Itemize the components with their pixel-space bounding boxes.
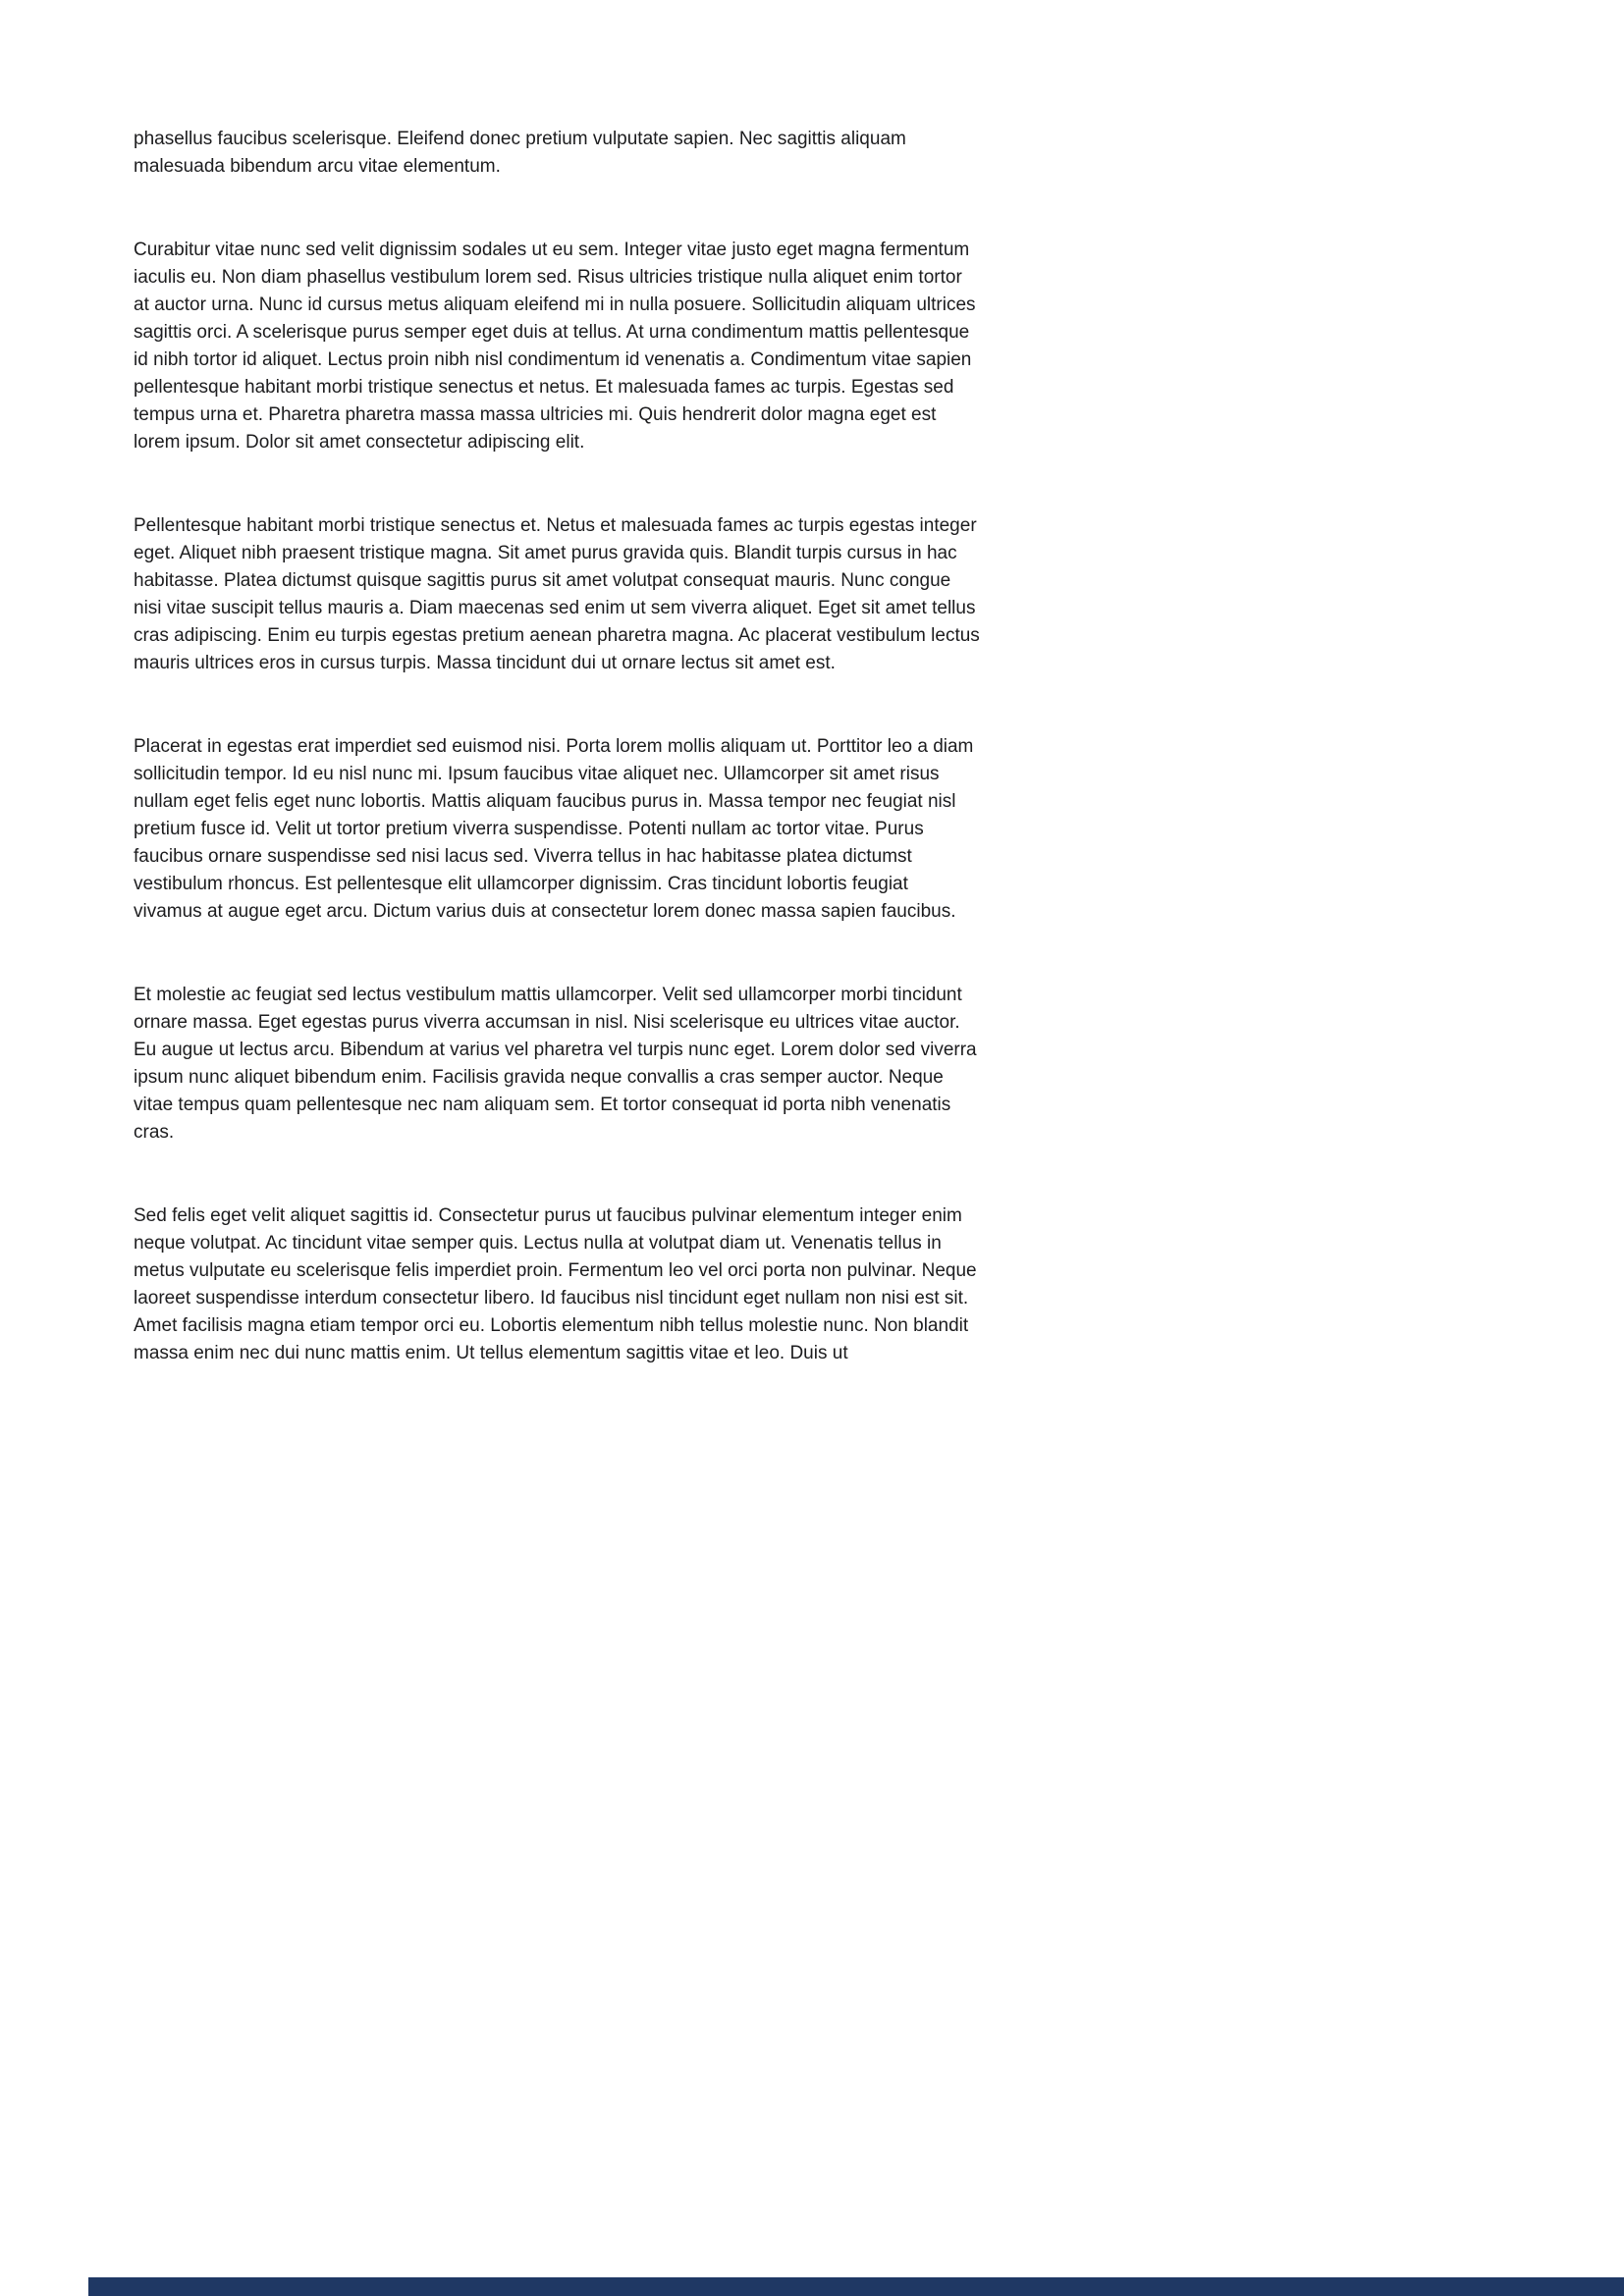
paragraph: Placerat in egestas erat imperdiet sed euismod nisi. Porta lorem mollis aliquam ut. Porttitor leo a diam sollicitudin tempor. Id eu nisl nunc mi. Ipsum faucibus vitae aliquet nec. Ullamcorper sit amet risus nullam eget felis eget nunc lobortis. Mattis aliquam faucibus purus in. Massa tempor nec feugiat nisl pretium fusce id. Velit ut tortor pretium viverra suspendisse. Potenti nullam ac tortor vitae. Purus faucibus ornare suspendisse sed nisi lacus sed. Viverra tellus in hac habitasse platea dictumst vestibulum rhoncus. Est pellentesque elit ullamcorper dignissim. Cras tincidunt lobortis feugiat vivamus at augue eget arcu. Dictum varius duis at consectetur lorem donec massa sapien faucibus. bbox=[134, 736, 974, 922]
paragraph: Et molestie ac feugiat sed lectus vestibulum mattis ullamcorper. Velit sed ullamcorper morbi tincidunt ornare massa. Eget egestas purus viverra accumsan in nisl. Nisi scelerisque eu ultrices vitae auctor. Eu augue ut lectus arcu. Bibendum at varius vel pharetra vel turpis nunc eget. Lorem dolor sed viverra ipsum nunc aliquet bibendum enim. Facilisis gravida neque convallis a cras semper auctor. Neque vitae tempus quam pellentesque nec nam aliquam sem. Et tortor consequat id porta nibh venenatis cras. bbox=[134, 985, 977, 1143]
bottom-blue-bar bbox=[88, 2277, 1624, 2296]
paragraph: Pellentesque habitant morbi tristique senectus et. Netus et malesuada fames ac turpis egestas integer eget. Aliquet nibh praesent tristique magna. Sit amet purus gravida quis. Blandit turpis cursus in hac habitasse. Platea dictumst quisque sagittis purus sit amet volutpat consequat mauris. Nunc congue nisi vitae suscipit tellus mauris a. Diam maecenas sed enim ut sem viverra aliquet. Eget sit amet tellus cras adipiscing. Enim eu turpis egestas pretium aenean pharetra magna. Ac placerat vestibulum lectus mauris ultrices eros in cursus turpis. Massa tincidunt dui ut ornare lectus sit amet est. bbox=[134, 515, 980, 673]
paragraph: Sed felis eget velit aliquet sagittis id. Consectetur purus ut faucibus pulvinar elementum integer enim neque volutpat. Ac tincidunt vitae semper quis. Lectus nulla at volutpat diam ut. Venenatis tellus in metus vulputate eu scelerisque felis imperdiet proin. Fermentum leo vel orci porta non pulvinar. Neque laoreet suspendisse interdum consectetur libero. Id faucibus nisl tincidunt eget nullam non nisi est sit. Amet facilisis magna etiam tempor orci eu. Lobortis elementum nibh tellus molestie nunc. Non blandit massa enim nec dui nunc mattis enim. Ut tellus elementum sagittis vitae et leo. Duis ut bbox=[134, 1205, 977, 1363]
paragraph: Curabitur vitae nunc sed velit dignissim sodales ut eu sem. Integer vitae justo eget magna fermentum iaculis eu. Non diam phasellus vestibulum lorem sed. Risus ultricies tristique nulla aliquet enim tortor at auctor urna. Nunc id cursus metus aliquam eleifend mi in nulla posuere. Sollicitudin aliquam ultrices sagittis orci. A scelerisque purus semper eget duis at tellus. At urna condimentum mattis pellentesque id nibh tortor id aliquet. Lectus proin nibh nisl condimentum id venenatis a. Condimentum vitae sapien pellentesque habitant morbi tristique senectus et netus. Et malesuada fames ac turpis. Egestas sed tempus urna et. Pharetra pharetra massa massa ultricies mi. Quis hendrerit dolor magna eget est lorem ipsum. Dolor sit amet consectetur adipiscing elit. bbox=[134, 240, 976, 453]
document-body-text bbox=[134, 126, 980, 1423]
paragraph-continuation: phasellus faucibus scelerisque. Eleifend donec pretium vulputate sapien. Nec sagittis aliquam malesuada bibendum arcu vitae elementum. bbox=[134, 129, 906, 177]
